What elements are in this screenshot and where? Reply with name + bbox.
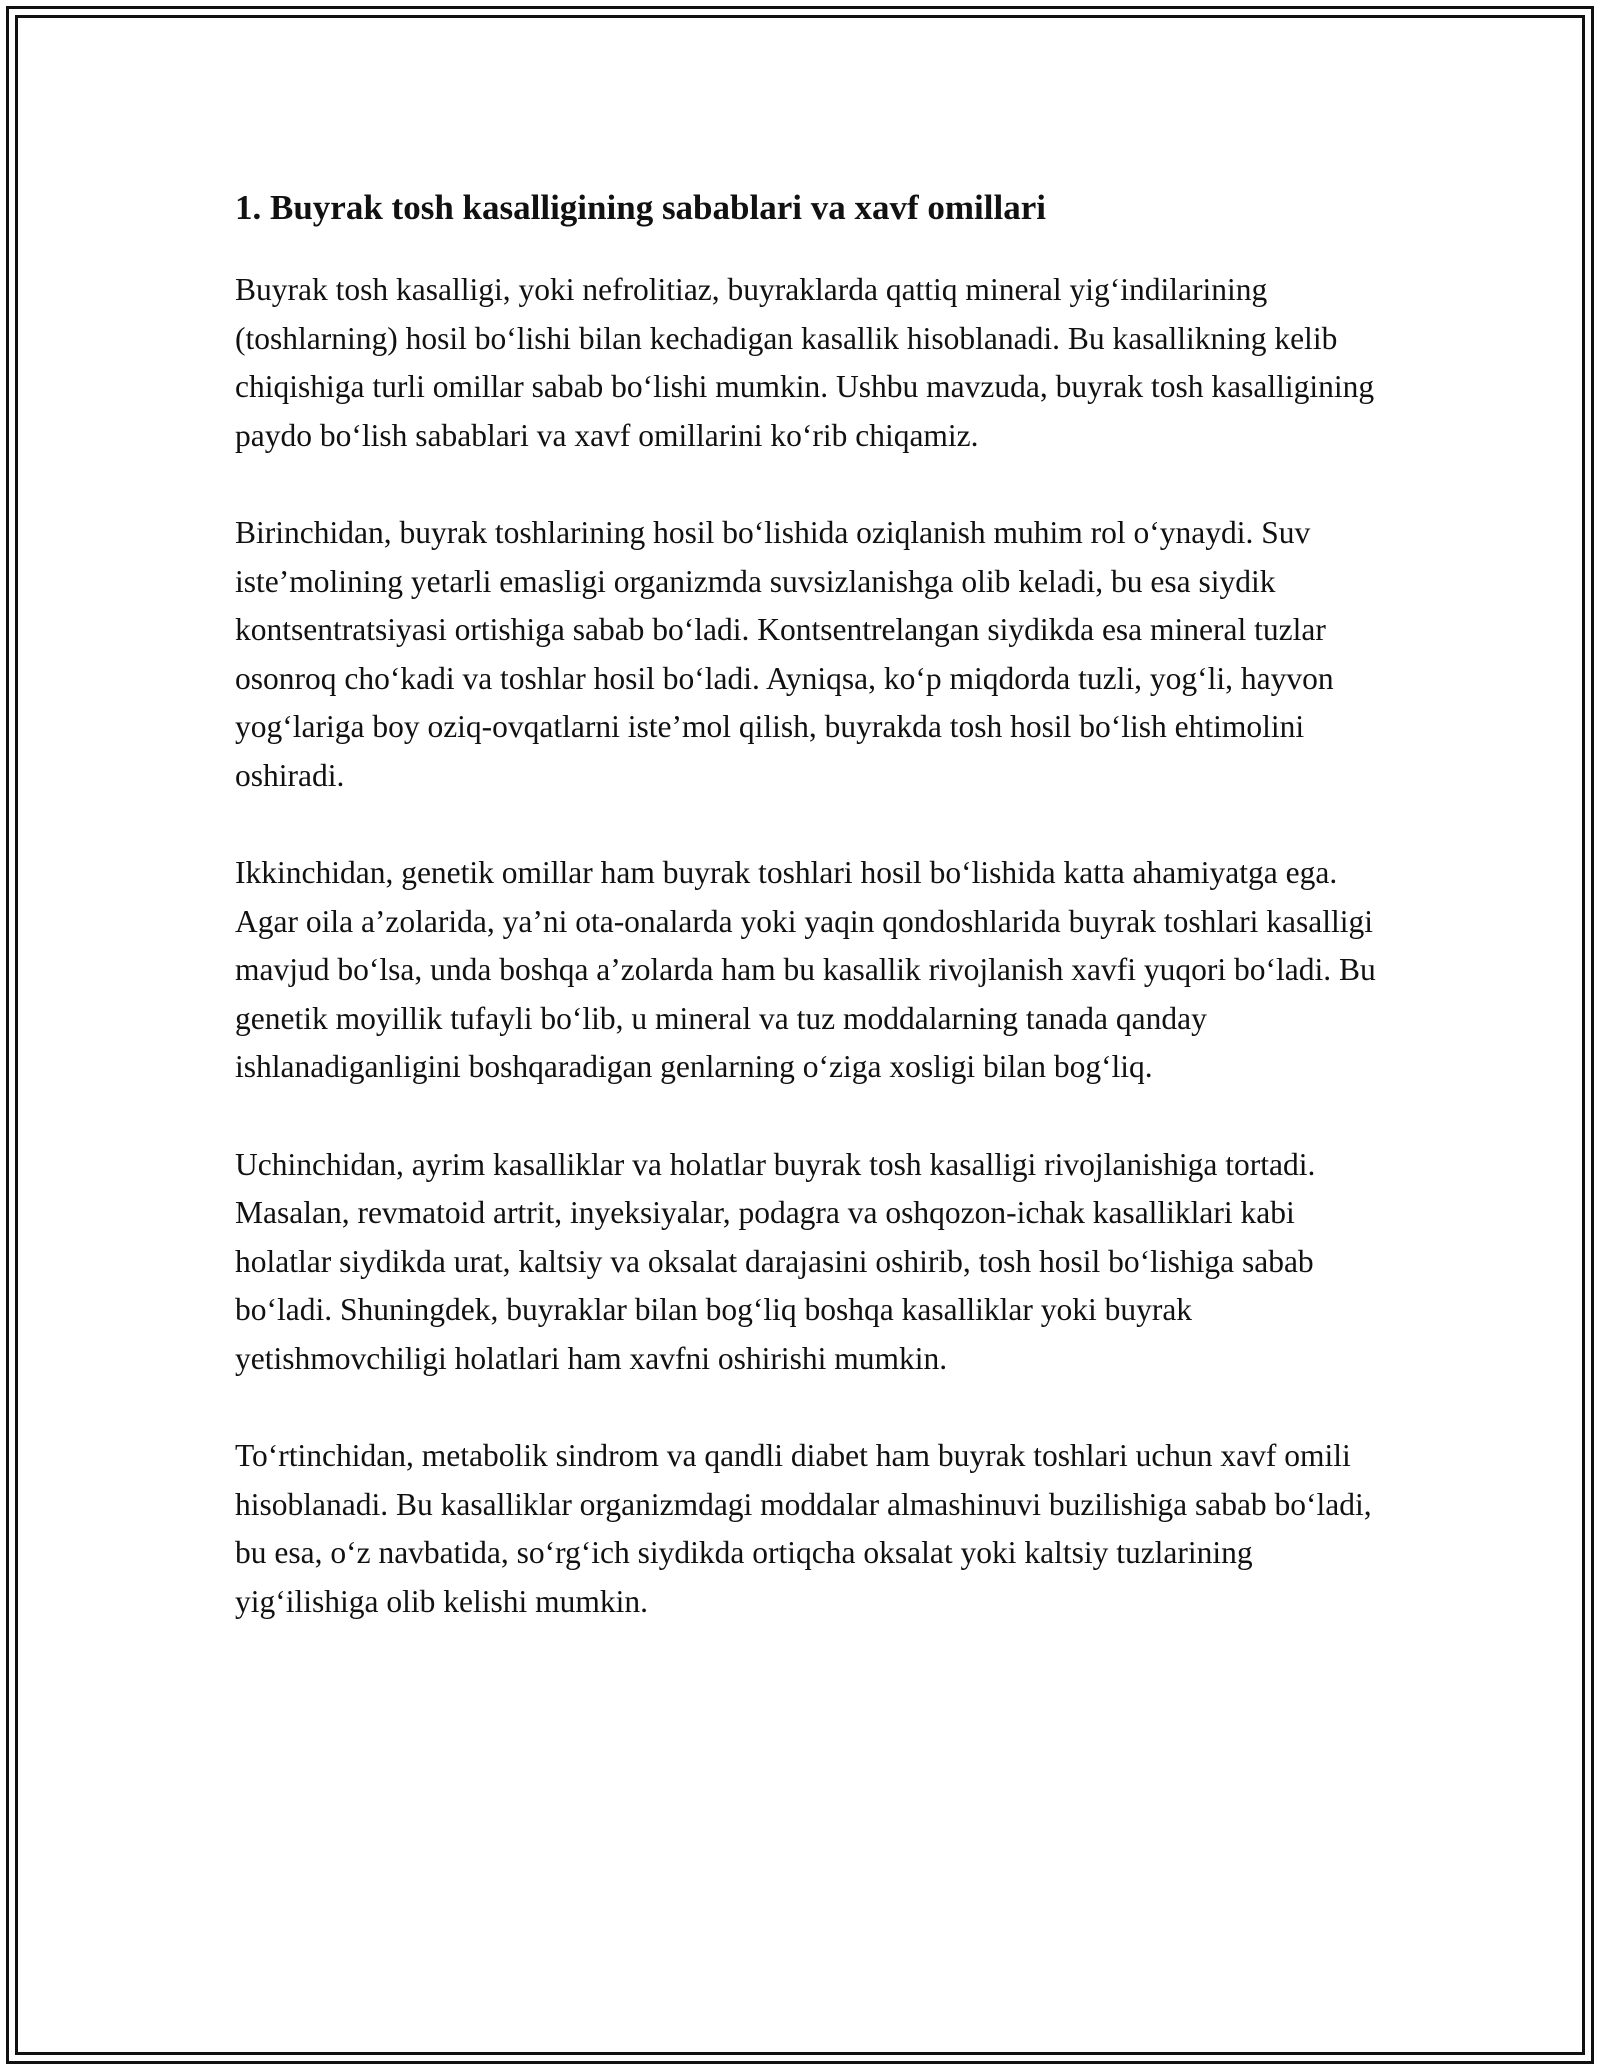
- paragraph-intro: Buyrak tosh kasalligi, yoki nefrolitiaz, buyraklarda qattiq mineral yig‘indilarining (toshlarning) hosil bo‘lishi bilan kechadigan kasallik hisoblanadi. Bu kasallikning kelib chiqishiga turli omillar sabab bo‘lishi mumkin. Ushbu mavzuda, buyrak tosh kasalligining paydo bo‘lish sabablari va xavf omillarini ko‘rib chiqamiz.: [235, 272, 1375, 453]
- section-heading: 1. Buyrak tosh kasalligining sabablari va xavf omillari: [235, 188, 1046, 227]
- paragraph-genetics: Ikkinchidan, genetik omillar ham buyrak toshlari hosil bo‘lishida katta ahamiyatga ega. Agar oila a’zolarida, ya’ni ota-onalarda yoki yaqin qondoshlarida buyrak toshlari kasalligi mavjud bo‘lsa, unda boshqa a’zolarda ham bu kasallik rivojlanish xavfi yuqori bo‘ladi. Bu genetik moyillik tufayli bo‘lib, u mineral va tuz moddalarning tanada qanday ishlanadiganligini boshqaradigan genlarning o‘ziga xosligi bilan bog‘liq.: [235, 855, 1376, 1084]
- paragraph-nutrition: Birinchidan, buyrak toshlarining hosil bo‘lishida oziqlanish muhim rol o‘ynaydi. Suv iste’molining yetarli emasligi organizmda suvsizlanishga olib keladi, bu esa siydik kontsentratsiyasi ortishiga sabab bo‘ladi. Kontsentrelangan siydikda esa mineral tuzlar osonroq cho‘kadi va toshlar hosil bo‘ladi. Ayniqsa, ko‘p miqdorda tuzli, yog‘li, hayvon yog‘lariga boy oziq-ovqatlarni iste’mol qilish, buyrakda tosh hosil bo‘lish ehtimolini oshiradi.: [235, 515, 1334, 793]
- paragraph-metabolic: To‘rtinchidan, metabolik sindrom va qandli diabet ham buyrak toshlari uchun xavf omili hisoblanadi. Bu kasalliklar organizmdagi moddalar almashinuvi buzilishiga sabab bo‘ladi, bu esa, o‘z navbatida, so‘rg‘ich siydikda ortiqcha oksalat yoki kaltsiy tuzlarining yig‘ilishiga olib kelishi mumkin.: [235, 1438, 1372, 1619]
- paragraph-diseases: Uchinchidan, ayrim kasalliklar va holatlar buyrak tosh kasalligi rivojlanishiga tortadi. Masalan, revmatoid artrit, inyeksiyalar, podagra va oshqozon-ichak kasalliklari kabi holatlar siydikda urat, kaltsiy va oksalat darajasini oshirib, tosh hosil bo‘lishiga sabab bo‘ladi. Shuningdek, buyraklar bilan bog‘liq boshqa kasalliklar yoki buyrak yetishmovchiligi holatlari ham xavfni oshirishi mumkin.: [235, 1146, 1316, 1376]
- document-body: [235, 186, 1385, 1626]
